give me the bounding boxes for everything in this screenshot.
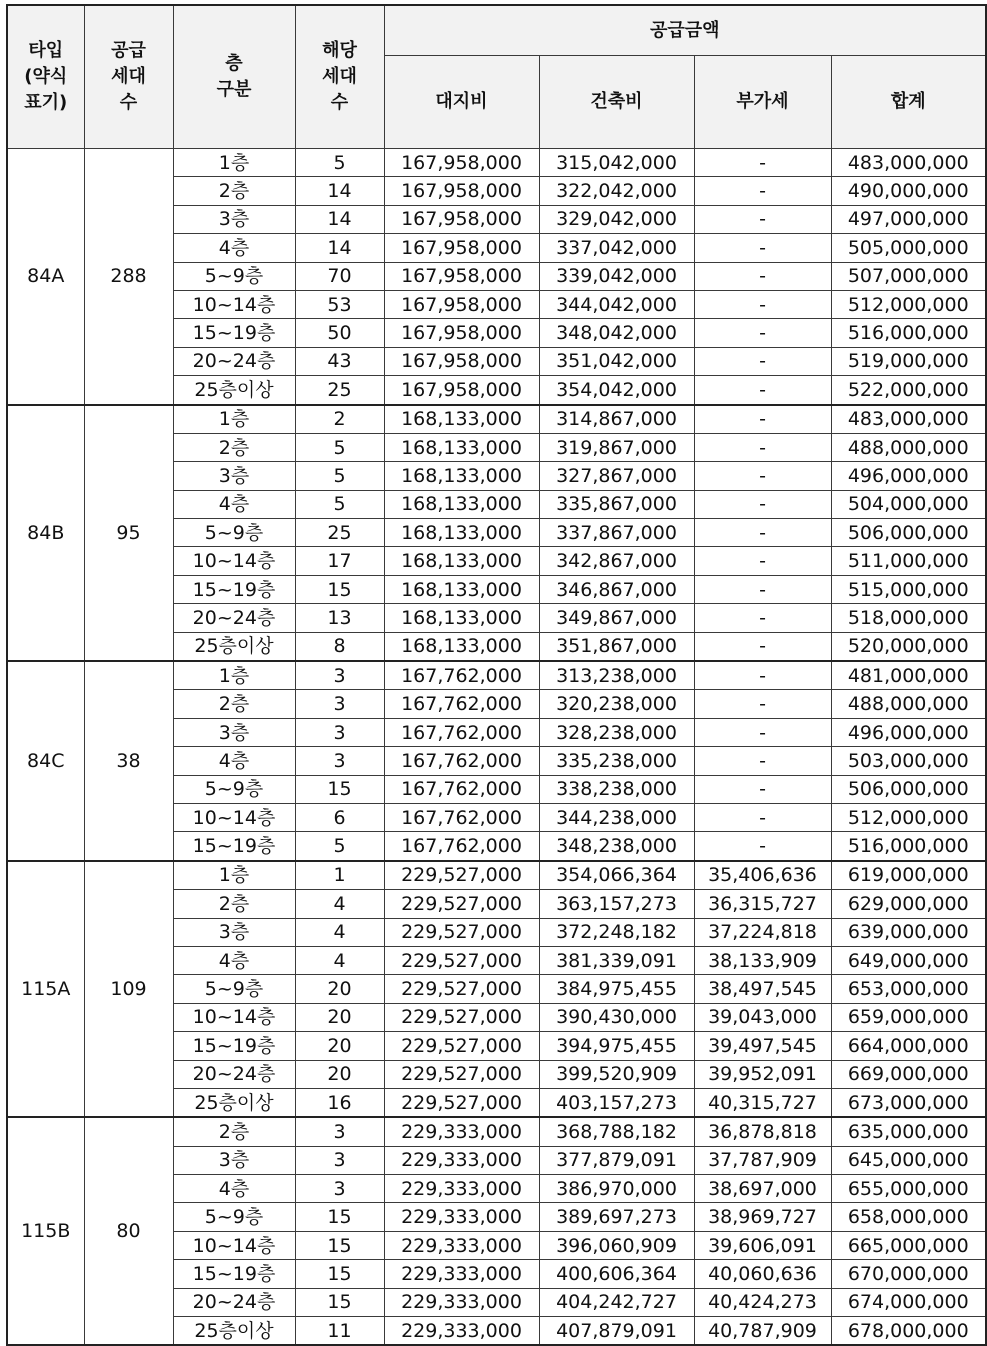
total-cell: 512,000,000 xyxy=(831,803,986,831)
land-cost-cell: 167,762,000 xyxy=(384,661,539,690)
land-cost-cell: 229,333,000 xyxy=(384,1117,539,1146)
total-cell: 481,000,000 xyxy=(831,661,986,690)
vat-cell: 40,424,273 xyxy=(694,1288,831,1316)
floor-cell: 3층 xyxy=(173,718,295,746)
building-cost-cell: 390,430,000 xyxy=(539,1003,694,1031)
land-cost-cell: 229,527,000 xyxy=(384,975,539,1003)
building-cost-cell: 399,520,909 xyxy=(539,1060,694,1088)
units-cell: 17 xyxy=(295,547,384,575)
floor-cell: 5~9층 xyxy=(173,975,295,1003)
building-cost-cell: 335,867,000 xyxy=(539,490,694,518)
building-cost-cell: 351,867,000 xyxy=(539,632,694,661)
vat-cell: - xyxy=(694,290,831,318)
floor-cell: 3층 xyxy=(173,918,295,946)
floor-cell: 4층 xyxy=(173,234,295,262)
units-cell: 5 xyxy=(295,149,384,177)
building-cost-cell: 339,042,000 xyxy=(539,262,694,290)
land-cost-cell: 229,527,000 xyxy=(384,918,539,946)
total-cell: 678,000,000 xyxy=(831,1317,986,1346)
vat-cell: - xyxy=(694,177,831,205)
units-cell: 15 xyxy=(295,575,384,603)
total-cell: 516,000,000 xyxy=(831,832,986,861)
units-cell: 4 xyxy=(295,918,384,946)
land-cost-cell: 167,958,000 xyxy=(384,234,539,262)
vat-cell: - xyxy=(694,832,831,861)
vat-cell: - xyxy=(694,376,831,405)
units-cell: 15 xyxy=(295,775,384,803)
floor-cell: 1층 xyxy=(173,661,295,690)
vat-cell: 37,224,818 xyxy=(694,918,831,946)
building-cost-cell: 377,879,091 xyxy=(539,1146,694,1174)
land-cost-cell: 229,527,000 xyxy=(384,946,539,974)
total-cell: 522,000,000 xyxy=(831,376,986,405)
building-cost-cell: 335,238,000 xyxy=(539,747,694,775)
total-cell: 649,000,000 xyxy=(831,946,986,974)
vat-cell: - xyxy=(694,433,831,461)
building-cost-cell: 337,867,000 xyxy=(539,519,694,547)
vat-cell: - xyxy=(694,319,831,347)
floor-cell: 4층 xyxy=(173,490,295,518)
units-cell: 3 xyxy=(295,1175,384,1203)
units-cell: 8 xyxy=(295,632,384,661)
units-cell: 11 xyxy=(295,1317,384,1346)
vat-cell: 39,606,091 xyxy=(694,1231,831,1259)
total-cell: 518,000,000 xyxy=(831,604,986,632)
vat-cell: 40,315,727 xyxy=(694,1088,831,1117)
building-cost-cell: 329,042,000 xyxy=(539,205,694,233)
total-cell: 665,000,000 xyxy=(831,1231,986,1259)
supply-units-cell: 109 xyxy=(84,861,173,1118)
price-table-container xyxy=(6,4,987,1346)
total-cell: 515,000,000 xyxy=(831,575,986,603)
land-cost-cell: 168,133,000 xyxy=(384,405,539,434)
land-cost-cell: 167,762,000 xyxy=(384,690,539,718)
building-cost-cell: 342,867,000 xyxy=(539,547,694,575)
land-cost-cell: 168,133,000 xyxy=(384,575,539,603)
supply-units-cell: 38 xyxy=(84,661,173,861)
building-cost-cell: 313,238,000 xyxy=(539,661,694,690)
floor-cell: 4층 xyxy=(173,1175,295,1203)
land-cost-cell: 168,133,000 xyxy=(384,519,539,547)
land-cost-cell: 229,333,000 xyxy=(384,1317,539,1346)
vat-cell: - xyxy=(694,405,831,434)
land-cost-cell: 229,333,000 xyxy=(384,1175,539,1203)
building-cost-cell: 403,157,273 xyxy=(539,1088,694,1117)
land-cost-cell: 167,958,000 xyxy=(384,177,539,205)
header-supply-units: 공급 세대 수 xyxy=(84,5,173,149)
units-cell: 43 xyxy=(295,347,384,375)
vat-cell: 39,497,545 xyxy=(694,1032,831,1060)
table-header xyxy=(7,5,986,149)
total-cell: 519,000,000 xyxy=(831,347,986,375)
units-cell: 25 xyxy=(295,376,384,405)
land-cost-cell: 167,958,000 xyxy=(384,347,539,375)
header-vat: 부가세 xyxy=(694,56,831,149)
total-cell: 639,000,000 xyxy=(831,918,986,946)
vat-cell: 40,787,909 xyxy=(694,1317,831,1346)
units-cell: 70 xyxy=(295,262,384,290)
land-cost-cell: 229,333,000 xyxy=(384,1288,539,1316)
total-cell: 503,000,000 xyxy=(831,747,986,775)
vat-cell: 39,043,000 xyxy=(694,1003,831,1031)
vat-cell: - xyxy=(694,547,831,575)
vat-cell: 35,406,636 xyxy=(694,861,831,890)
floor-cell: 1층 xyxy=(173,861,295,890)
header-floor: 층 구분 xyxy=(173,5,295,149)
floor-cell: 20~24층 xyxy=(173,604,295,632)
floor-cell: 20~24층 xyxy=(173,347,295,375)
units-cell: 3 xyxy=(295,747,384,775)
vat-cell: - xyxy=(694,775,831,803)
vat-cell: - xyxy=(694,347,831,375)
land-cost-cell: 167,762,000 xyxy=(384,775,539,803)
type-cell: 115B xyxy=(7,1117,84,1345)
building-cost-cell: 327,867,000 xyxy=(539,462,694,490)
type-cell: 115A xyxy=(7,861,84,1118)
floor-cell: 10~14층 xyxy=(173,1231,295,1259)
land-cost-cell: 167,762,000 xyxy=(384,747,539,775)
vat-cell: 40,060,636 xyxy=(694,1260,831,1288)
header-supply-amount: 공급금액 xyxy=(384,5,986,56)
land-cost-cell: 167,958,000 xyxy=(384,319,539,347)
supply-price-table xyxy=(6,4,987,1346)
total-cell: 490,000,000 xyxy=(831,177,986,205)
vat-cell: - xyxy=(694,205,831,233)
land-cost-cell: 168,133,000 xyxy=(384,433,539,461)
building-cost-cell: 346,867,000 xyxy=(539,575,694,603)
units-cell: 5 xyxy=(295,433,384,461)
floor-cell: 3층 xyxy=(173,205,295,233)
land-cost-cell: 167,958,000 xyxy=(384,149,539,177)
total-cell: 506,000,000 xyxy=(831,775,986,803)
building-cost-cell: 322,042,000 xyxy=(539,177,694,205)
vat-cell: - xyxy=(694,234,831,262)
building-cost-cell: 386,970,000 xyxy=(539,1175,694,1203)
units-cell: 5 xyxy=(295,490,384,518)
units-cell: 15 xyxy=(295,1231,384,1259)
header-type: 타입 (약식 표기) xyxy=(7,5,84,149)
land-cost-cell: 168,133,000 xyxy=(384,490,539,518)
total-cell: 488,000,000 xyxy=(831,690,986,718)
land-cost-cell: 229,333,000 xyxy=(384,1260,539,1288)
header-land-cost: 대지비 xyxy=(384,56,539,149)
building-cost-cell: 363,157,273 xyxy=(539,890,694,918)
floor-cell: 4층 xyxy=(173,747,295,775)
type-cell: 84A xyxy=(7,149,84,405)
vat-cell: - xyxy=(694,604,831,632)
land-cost-cell: 168,133,000 xyxy=(384,632,539,661)
units-cell: 5 xyxy=(295,832,384,861)
units-cell: 15 xyxy=(295,1288,384,1316)
building-cost-cell: 384,975,455 xyxy=(539,975,694,1003)
land-cost-cell: 167,958,000 xyxy=(384,376,539,405)
land-cost-cell: 229,333,000 xyxy=(384,1231,539,1259)
floor-cell: 15~19층 xyxy=(173,1260,295,1288)
floor-cell: 2층 xyxy=(173,177,295,205)
vat-cell: 37,787,909 xyxy=(694,1146,831,1174)
vat-cell: 38,697,000 xyxy=(694,1175,831,1203)
floor-cell: 2층 xyxy=(173,1117,295,1146)
building-cost-cell: 337,042,000 xyxy=(539,234,694,262)
total-cell: 629,000,000 xyxy=(831,890,986,918)
land-cost-cell: 229,527,000 xyxy=(384,1060,539,1088)
floor-cell: 3층 xyxy=(173,1146,295,1174)
total-cell: 670,000,000 xyxy=(831,1260,986,1288)
building-cost-cell: 348,042,000 xyxy=(539,319,694,347)
building-cost-cell: 348,238,000 xyxy=(539,832,694,861)
land-cost-cell: 167,958,000 xyxy=(384,262,539,290)
table-row xyxy=(7,861,986,890)
floor-cell: 4층 xyxy=(173,946,295,974)
land-cost-cell: 229,527,000 xyxy=(384,890,539,918)
vat-cell: - xyxy=(694,462,831,490)
vat-cell: - xyxy=(694,718,831,746)
total-cell: 511,000,000 xyxy=(831,547,986,575)
vat-cell: 38,969,727 xyxy=(694,1203,831,1231)
building-cost-cell: 349,867,000 xyxy=(539,604,694,632)
land-cost-cell: 167,762,000 xyxy=(384,832,539,861)
floor-cell: 5~9층 xyxy=(173,519,295,547)
type-cell: 84B xyxy=(7,405,84,662)
floor-cell: 2층 xyxy=(173,433,295,461)
total-cell: 673,000,000 xyxy=(831,1088,986,1117)
table-row xyxy=(7,405,986,434)
floor-cell: 20~24층 xyxy=(173,1288,295,1316)
total-cell: 483,000,000 xyxy=(831,149,986,177)
total-cell: 496,000,000 xyxy=(831,462,986,490)
vat-cell: 38,497,545 xyxy=(694,975,831,1003)
land-cost-cell: 229,527,000 xyxy=(384,1088,539,1117)
units-cell: 3 xyxy=(295,1117,384,1146)
floor-cell: 20~24층 xyxy=(173,1060,295,1088)
building-cost-cell: 315,042,000 xyxy=(539,149,694,177)
floor-cell: 15~19층 xyxy=(173,832,295,861)
floor-cell: 25층이상 xyxy=(173,376,295,405)
units-cell: 3 xyxy=(295,1146,384,1174)
total-cell: 659,000,000 xyxy=(831,1003,986,1031)
building-cost-cell: 344,042,000 xyxy=(539,290,694,318)
building-cost-cell: 328,238,000 xyxy=(539,718,694,746)
table-row xyxy=(7,661,986,690)
units-cell: 3 xyxy=(295,690,384,718)
total-cell: 507,000,000 xyxy=(831,262,986,290)
vat-cell: - xyxy=(694,632,831,661)
building-cost-cell: 314,867,000 xyxy=(539,405,694,434)
floor-cell: 25층이상 xyxy=(173,1088,295,1117)
total-cell: 645,000,000 xyxy=(831,1146,986,1174)
units-cell: 14 xyxy=(295,234,384,262)
vat-cell: 39,952,091 xyxy=(694,1060,831,1088)
table-body xyxy=(7,149,986,1346)
vat-cell: 38,133,909 xyxy=(694,946,831,974)
vat-cell: - xyxy=(694,490,831,518)
total-cell: 483,000,000 xyxy=(831,405,986,434)
total-cell: 619,000,000 xyxy=(831,861,986,890)
land-cost-cell: 167,762,000 xyxy=(384,803,539,831)
floor-cell: 15~19층 xyxy=(173,319,295,347)
units-cell: 13 xyxy=(295,604,384,632)
floor-cell: 3층 xyxy=(173,462,295,490)
vat-cell: - xyxy=(694,149,831,177)
vat-cell: - xyxy=(694,661,831,690)
vat-cell: - xyxy=(694,575,831,603)
units-cell: 1 xyxy=(295,861,384,890)
table-row xyxy=(7,1117,986,1146)
building-cost-cell: 319,867,000 xyxy=(539,433,694,461)
units-cell: 4 xyxy=(295,946,384,974)
floor-cell: 10~14층 xyxy=(173,547,295,575)
building-cost-cell: 394,975,455 xyxy=(539,1032,694,1060)
building-cost-cell: 372,248,182 xyxy=(539,918,694,946)
land-cost-cell: 168,133,000 xyxy=(384,547,539,575)
building-cost-cell: 354,042,000 xyxy=(539,376,694,405)
total-cell: 497,000,000 xyxy=(831,205,986,233)
floor-cell: 15~19층 xyxy=(173,1032,295,1060)
floor-cell: 1층 xyxy=(173,405,295,434)
vat-cell: - xyxy=(694,747,831,775)
units-cell: 16 xyxy=(295,1088,384,1117)
vat-cell: 36,315,727 xyxy=(694,890,831,918)
building-cost-cell: 389,697,273 xyxy=(539,1203,694,1231)
units-cell: 3 xyxy=(295,718,384,746)
header-total: 합계 xyxy=(831,56,986,149)
floor-cell: 15~19층 xyxy=(173,575,295,603)
table-row xyxy=(7,149,986,177)
type-cell: 84C xyxy=(7,661,84,861)
units-cell: 15 xyxy=(295,1260,384,1288)
land-cost-cell: 229,333,000 xyxy=(384,1146,539,1174)
total-cell: 520,000,000 xyxy=(831,632,986,661)
building-cost-cell: 404,242,727 xyxy=(539,1288,694,1316)
units-cell: 4 xyxy=(295,890,384,918)
units-cell: 20 xyxy=(295,1032,384,1060)
total-cell: 664,000,000 xyxy=(831,1032,986,1060)
supply-units-cell: 80 xyxy=(84,1117,173,1345)
vat-cell: 36,878,818 xyxy=(694,1117,831,1146)
building-cost-cell: 320,238,000 xyxy=(539,690,694,718)
land-cost-cell: 229,527,000 xyxy=(384,1003,539,1031)
total-cell: 496,000,000 xyxy=(831,718,986,746)
land-cost-cell: 168,133,000 xyxy=(384,462,539,490)
total-cell: 674,000,000 xyxy=(831,1288,986,1316)
total-cell: 669,000,000 xyxy=(831,1060,986,1088)
units-cell: 25 xyxy=(295,519,384,547)
floor-cell: 2층 xyxy=(173,890,295,918)
floor-cell: 5~9층 xyxy=(173,1203,295,1231)
land-cost-cell: 229,527,000 xyxy=(384,861,539,890)
supply-units-cell: 95 xyxy=(84,405,173,662)
total-cell: 488,000,000 xyxy=(831,433,986,461)
units-cell: 3 xyxy=(295,661,384,690)
floor-cell: 5~9층 xyxy=(173,262,295,290)
units-cell: 53 xyxy=(295,290,384,318)
floor-cell: 10~14층 xyxy=(173,290,295,318)
floor-cell: 2층 xyxy=(173,690,295,718)
vat-cell: - xyxy=(694,690,831,718)
header-building-cost: 건축비 xyxy=(539,56,694,149)
total-cell: 505,000,000 xyxy=(831,234,986,262)
units-cell: 2 xyxy=(295,405,384,434)
units-cell: 14 xyxy=(295,205,384,233)
land-cost-cell: 167,762,000 xyxy=(384,718,539,746)
total-cell: 653,000,000 xyxy=(831,975,986,1003)
vat-cell: - xyxy=(694,519,831,547)
floor-cell: 25층이상 xyxy=(173,632,295,661)
units-cell: 6 xyxy=(295,803,384,831)
land-cost-cell: 168,133,000 xyxy=(384,604,539,632)
land-cost-cell: 229,527,000 xyxy=(384,1032,539,1060)
units-cell: 20 xyxy=(295,975,384,1003)
building-cost-cell: 400,606,364 xyxy=(539,1260,694,1288)
units-cell: 20 xyxy=(295,1003,384,1031)
building-cost-cell: 344,238,000 xyxy=(539,803,694,831)
floor-cell: 10~14층 xyxy=(173,1003,295,1031)
vat-cell: - xyxy=(694,262,831,290)
header-units: 해당 세대 수 xyxy=(295,5,384,149)
building-cost-cell: 407,879,091 xyxy=(539,1317,694,1346)
floor-cell: 25층이상 xyxy=(173,1317,295,1346)
total-cell: 504,000,000 xyxy=(831,490,986,518)
vat-cell: - xyxy=(694,803,831,831)
total-cell: 658,000,000 xyxy=(831,1203,986,1231)
land-cost-cell: 229,333,000 xyxy=(384,1203,539,1231)
building-cost-cell: 354,066,364 xyxy=(539,861,694,890)
building-cost-cell: 396,060,909 xyxy=(539,1231,694,1259)
land-cost-cell: 167,958,000 xyxy=(384,290,539,318)
building-cost-cell: 381,339,091 xyxy=(539,946,694,974)
total-cell: 516,000,000 xyxy=(831,319,986,347)
building-cost-cell: 351,042,000 xyxy=(539,347,694,375)
building-cost-cell: 368,788,182 xyxy=(539,1117,694,1146)
units-cell: 50 xyxy=(295,319,384,347)
floor-cell: 5~9층 xyxy=(173,775,295,803)
land-cost-cell: 167,958,000 xyxy=(384,205,539,233)
units-cell: 20 xyxy=(295,1060,384,1088)
total-cell: 635,000,000 xyxy=(831,1117,986,1146)
floor-cell: 1층 xyxy=(173,149,295,177)
units-cell: 5 xyxy=(295,462,384,490)
total-cell: 512,000,000 xyxy=(831,290,986,318)
total-cell: 655,000,000 xyxy=(831,1175,986,1203)
building-cost-cell: 338,238,000 xyxy=(539,775,694,803)
floor-cell: 10~14층 xyxy=(173,803,295,831)
units-cell: 15 xyxy=(295,1203,384,1231)
units-cell: 14 xyxy=(295,177,384,205)
supply-units-cell: 288 xyxy=(84,149,173,405)
total-cell: 506,000,000 xyxy=(831,519,986,547)
